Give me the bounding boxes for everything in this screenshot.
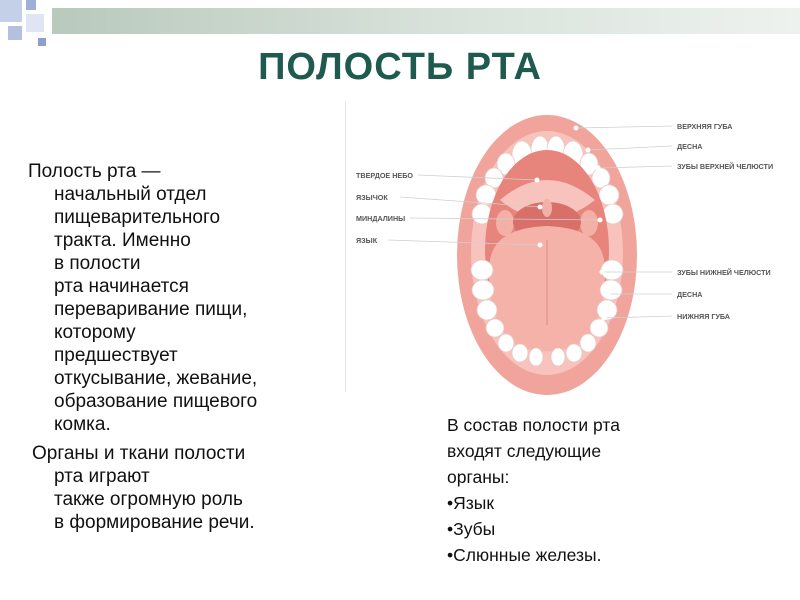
label-tonsils: МИНДАЛИНЫ	[356, 214, 406, 223]
label-lower-teeth: ЗУБЫ НИЖНЕЙ ЧЕЛЮСТИ	[677, 268, 771, 277]
mouth-diagram	[340, 100, 800, 400]
label-upper-teeth: ЗУБЫ ВЕРХНЕЙ ЧЕЛЮСТИ	[677, 162, 774, 171]
slide-title: ПОЛОСТЬ РТА	[258, 46, 542, 88]
label-lower-gum: ДЕСНА	[677, 290, 703, 299]
label-tongue: ЯЗЫК	[356, 236, 378, 245]
uvula	[542, 199, 552, 217]
label-lower-lip: НИЖНЯЯ ГУБА	[677, 312, 731, 321]
decor-square	[38, 38, 46, 46]
tonsil-right	[580, 210, 598, 236]
header-bar	[52, 8, 800, 34]
organs-intro: В состав полости рта входят следующие органы:	[447, 415, 620, 487]
decor-square	[0, 0, 22, 22]
description-paragraph: Полость рта — начальный отдел пищеварительного тракта. Именно в полости рта начинается переваривание пищи, которому предшествует откусывание, жевание, образование пищевого комка.	[28, 161, 258, 435]
label-hard-palate: ТВЕРДОЕ НЕБО	[356, 171, 413, 180]
label-upper-lip: ВЕРХНЯЯ ГУБА	[677, 122, 733, 131]
list-item: • Слюнные железы.	[447, 542, 777, 568]
tonsil-left	[496, 210, 514, 236]
description-text	[28, 160, 328, 534]
decor-square	[26, 0, 36, 10]
label-upper-gum: ДЕСНА	[677, 142, 703, 151]
decor-square	[8, 26, 22, 40]
organs-list	[447, 490, 777, 568]
description-paragraph: Органы и ткани полости рта играют также огромную роль в формирование речи.	[32, 443, 255, 533]
organs-block	[447, 412, 777, 568]
list-item: • Язык	[447, 490, 777, 516]
list-item: • Зубы	[447, 516, 777, 542]
label-uvula: ЯЗЫЧОК	[356, 193, 388, 202]
decor-square	[26, 14, 44, 32]
